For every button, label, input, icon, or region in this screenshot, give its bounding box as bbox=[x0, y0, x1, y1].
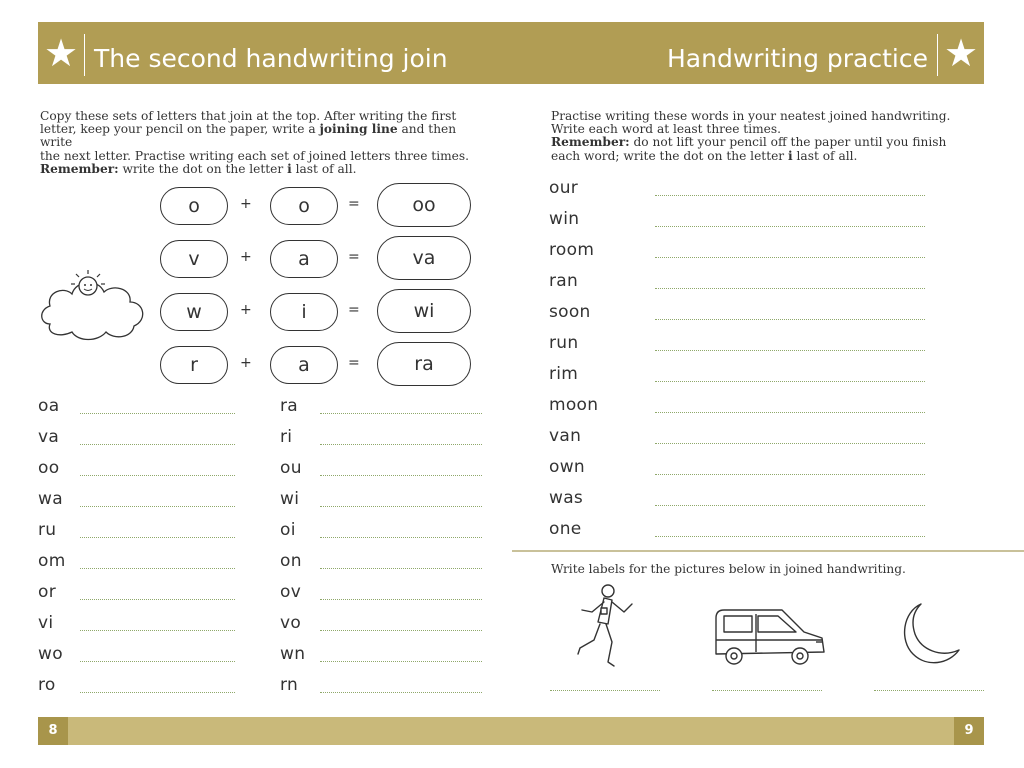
writing-line[interactable] bbox=[320, 568, 482, 569]
practice-word: ro bbox=[38, 675, 56, 695]
label-answer-line[interactable] bbox=[874, 689, 984, 691]
writing-line[interactable] bbox=[320, 599, 482, 600]
writing-line[interactable] bbox=[655, 536, 925, 537]
practice-row bbox=[549, 174, 925, 202]
practice-word: room bbox=[549, 240, 595, 260]
writing-line[interactable] bbox=[655, 474, 925, 475]
practice-word: win bbox=[549, 209, 580, 229]
writing-line[interactable] bbox=[655, 226, 925, 227]
practice-word: wi bbox=[280, 489, 300, 509]
result-cloud: wi bbox=[377, 289, 471, 333]
practice-word: wa bbox=[38, 489, 63, 509]
footer-bar bbox=[38, 717, 984, 745]
page-title-right: Handwriting practice bbox=[667, 44, 928, 73]
practice-word: wo bbox=[38, 644, 63, 664]
writing-line[interactable] bbox=[320, 630, 482, 631]
practice-row bbox=[280, 671, 482, 699]
practice-word: ra bbox=[280, 396, 299, 416]
practice-row bbox=[549, 298, 925, 326]
instruction-text: do not lift your pencil off the paper until you finish bbox=[629, 135, 947, 150]
letter-cloud: v bbox=[160, 240, 228, 278]
practice-word: ri bbox=[280, 427, 293, 447]
plus-sign: + bbox=[240, 355, 252, 371]
writing-line[interactable] bbox=[80, 661, 235, 662]
van-picture bbox=[712, 606, 828, 668]
header-bar bbox=[38, 22, 984, 84]
practice-row bbox=[38, 392, 235, 420]
practice-row bbox=[549, 267, 925, 295]
section-divider bbox=[512, 550, 1024, 552]
practice-row bbox=[280, 392, 482, 420]
result-cloud: ra bbox=[377, 342, 471, 386]
plus-sign: + bbox=[240, 249, 252, 265]
runner-picture bbox=[568, 582, 638, 670]
instruction-bold: joining line bbox=[319, 122, 398, 137]
writing-line[interactable] bbox=[320, 537, 482, 538]
instruction-text: and then write bbox=[40, 122, 457, 150]
practice-row bbox=[280, 640, 482, 668]
writing-line[interactable] bbox=[655, 257, 925, 258]
writing-line[interactable] bbox=[320, 661, 482, 662]
practice-word: oi bbox=[280, 520, 296, 540]
letter-cloud: r bbox=[160, 346, 228, 384]
label-answer-line[interactable] bbox=[712, 689, 822, 691]
practice-row bbox=[38, 454, 235, 482]
instruction-text: each word; write the dot on the letter bbox=[551, 148, 789, 163]
writing-line[interactable] bbox=[320, 444, 482, 445]
practice-word: ran bbox=[549, 271, 579, 291]
practice-word: own bbox=[549, 457, 585, 477]
instruction-bold: i bbox=[287, 161, 292, 176]
instruction-bold: i bbox=[788, 148, 793, 163]
practice-row bbox=[38, 423, 235, 451]
right-instructions bbox=[551, 110, 991, 163]
writing-line[interactable] bbox=[80, 568, 235, 569]
practice-word: or bbox=[38, 582, 56, 602]
letter-cloud: a bbox=[270, 240, 338, 278]
result-cloud: va bbox=[377, 236, 471, 280]
letter-cloud: i bbox=[270, 293, 338, 331]
equals-sign: = bbox=[348, 355, 360, 371]
writing-line[interactable] bbox=[655, 288, 925, 289]
practice-word: was bbox=[549, 488, 584, 508]
practice-row bbox=[280, 423, 482, 451]
practice-row bbox=[280, 454, 482, 482]
practice-row bbox=[280, 609, 482, 637]
instruction-text: last of all. bbox=[792, 148, 858, 163]
practice-word: on bbox=[280, 551, 302, 571]
instruction-line: Copy these sets of letters that join at the top. After writing the first bbox=[40, 109, 457, 123]
practice-word: rn bbox=[280, 675, 299, 695]
practice-row bbox=[549, 360, 925, 388]
instruction-text: last of all. bbox=[291, 161, 357, 176]
writing-line[interactable] bbox=[655, 443, 925, 444]
header-divider bbox=[84, 34, 85, 76]
practice-word: vi bbox=[38, 613, 54, 633]
equals-sign: = bbox=[348, 249, 360, 265]
writing-line[interactable] bbox=[320, 506, 482, 507]
writing-line[interactable] bbox=[80, 692, 235, 693]
writing-line[interactable] bbox=[655, 350, 925, 351]
instruction-line: Practise writing these words in your neatest joined handwriting. bbox=[551, 109, 951, 123]
writing-line[interactable] bbox=[80, 599, 235, 600]
instruction-line bbox=[551, 150, 991, 163]
star-icon: ★ bbox=[943, 31, 979, 75]
left-instructions bbox=[40, 110, 480, 176]
practice-word: vo bbox=[280, 613, 302, 633]
moon-picture bbox=[893, 600, 965, 670]
practice-word: one bbox=[549, 519, 582, 539]
practice-row bbox=[38, 640, 235, 668]
plus-sign: + bbox=[240, 302, 252, 318]
practice-row bbox=[549, 205, 925, 233]
page-number-right: 9 bbox=[954, 717, 984, 745]
instruction-bold: Remember: bbox=[551, 135, 630, 150]
page-title-left: The second handwriting join bbox=[94, 44, 448, 73]
practice-row bbox=[280, 516, 482, 544]
practice-word: wn bbox=[280, 644, 306, 664]
equals-sign: = bbox=[348, 196, 360, 212]
instruction-text: letter, keep your pencil on the paper, write a bbox=[40, 122, 320, 137]
practice-word: va bbox=[38, 427, 60, 447]
writing-line[interactable] bbox=[655, 505, 925, 506]
writing-line[interactable] bbox=[655, 195, 925, 196]
practice-word: oo bbox=[38, 458, 60, 478]
letter-cloud: o bbox=[160, 187, 228, 225]
practice-word: run bbox=[549, 333, 579, 353]
label-answer-line[interactable] bbox=[550, 689, 660, 691]
practice-row bbox=[38, 609, 235, 637]
instruction-line: the next letter. Practise writing each set of joined letters three times. bbox=[40, 148, 470, 163]
practice-word: moon bbox=[549, 395, 599, 415]
writing-line[interactable] bbox=[80, 537, 235, 538]
sun-cloud-picture bbox=[38, 262, 150, 344]
writing-line[interactable] bbox=[320, 475, 482, 476]
practice-row bbox=[280, 547, 482, 575]
practice-row bbox=[280, 485, 482, 513]
writing-line[interactable] bbox=[655, 381, 925, 382]
plus-sign: + bbox=[240, 196, 252, 212]
page-number-left: 8 bbox=[38, 717, 68, 745]
practice-row bbox=[549, 329, 925, 357]
practice-row bbox=[38, 578, 235, 606]
practice-row bbox=[38, 547, 235, 575]
practice-row bbox=[38, 671, 235, 699]
practice-word: van bbox=[549, 426, 582, 446]
writing-line[interactable] bbox=[80, 444, 235, 445]
practice-row bbox=[549, 453, 925, 481]
instruction-line bbox=[40, 123, 480, 149]
practice-word: ov bbox=[280, 582, 302, 602]
writing-line[interactable] bbox=[655, 412, 925, 413]
writing-line[interactable] bbox=[80, 413, 235, 414]
letter-cloud: o bbox=[270, 187, 338, 225]
practice-row bbox=[38, 516, 235, 544]
practice-word: our bbox=[549, 178, 579, 198]
writing-line[interactable] bbox=[320, 413, 482, 414]
result-cloud: oo bbox=[377, 183, 471, 227]
practice-row bbox=[549, 515, 925, 543]
practice-row bbox=[38, 485, 235, 513]
practice-word: soon bbox=[549, 302, 591, 322]
writing-line[interactable] bbox=[655, 319, 925, 320]
equals-sign: = bbox=[348, 302, 360, 318]
writing-line[interactable] bbox=[80, 630, 235, 631]
letter-cloud: w bbox=[160, 293, 228, 331]
practice-row bbox=[549, 484, 925, 512]
practice-row bbox=[280, 578, 482, 606]
practice-word: oa bbox=[38, 396, 60, 416]
writing-line[interactable] bbox=[320, 692, 482, 693]
practice-row bbox=[549, 236, 925, 264]
practice-word: ou bbox=[280, 458, 302, 478]
writing-line[interactable] bbox=[80, 506, 235, 507]
instruction-line: Write each word at least three times. bbox=[551, 122, 781, 137]
instruction-text: write the dot on the letter bbox=[118, 161, 288, 176]
practice-word: ru bbox=[38, 520, 57, 540]
star-icon: ★ bbox=[43, 31, 79, 75]
labels-instruction: Write labels for the pictures below in joined handwriting. bbox=[551, 562, 906, 576]
practice-row bbox=[549, 422, 925, 450]
practice-word: rim bbox=[549, 364, 579, 384]
practice-word: om bbox=[38, 551, 66, 571]
instruction-bold: Remember: bbox=[40, 161, 119, 176]
letter-cloud: a bbox=[270, 346, 338, 384]
practice-row bbox=[549, 391, 925, 419]
instruction-line bbox=[40, 163, 480, 176]
writing-line[interactable] bbox=[80, 475, 235, 476]
